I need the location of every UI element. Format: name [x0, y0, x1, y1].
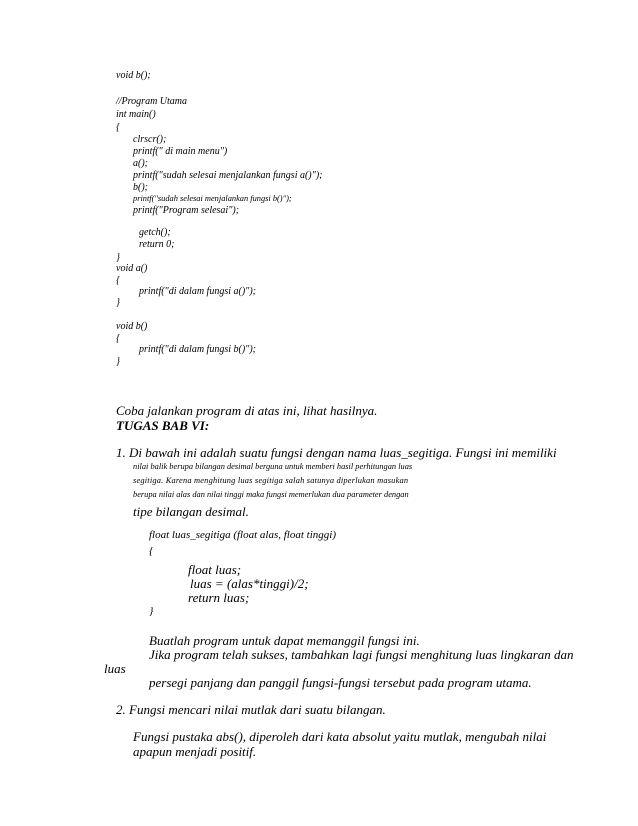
- code-brace-open: {: [116, 122, 120, 133]
- task1-instruction3: luas: [104, 661, 126, 676]
- task2-lead: 2. Fungsi mencari nilai mutlak dari suatu bilangan.: [116, 702, 386, 717]
- code-line-printf-b: printf("di dalam fungsi b()");: [139, 344, 257, 355]
- task1-desc-line1: nilai balik berupa bilangan desimal berguna untuk memberi hasil perhitungan luas: [133, 462, 413, 471]
- code-line-return: return 0;: [139, 239, 175, 250]
- code-line-call-b: b();: [133, 182, 148, 193]
- func-line-float-luas: float luas;: [188, 562, 242, 577]
- code-comment-program-utama: //Program Utama: [116, 96, 188, 107]
- task1-desc-line4: tipe bilangan desimal.: [133, 504, 249, 519]
- task1-instruction1: Buatlah program untuk dapat memanggil fungsi ini.: [149, 633, 420, 648]
- code-line-printf-selesai-b: printf("sudah selesai menjalankan fungsi b()");: [133, 194, 292, 203]
- code-line-void-b-proto: void b();: [116, 70, 151, 81]
- task1-lead: 1. Di bawah ini adalah suatu fungsi dengan nama luas_segitiga. Fungsi ini memiliki: [116, 445, 557, 460]
- code-brace-open-b: {: [116, 333, 120, 344]
- code-line-getch: getch();: [139, 227, 171, 238]
- task1-desc-line2: segitiga. Karena menghitung luas segitiga salah satunya diperlukan masukan: [133, 476, 409, 485]
- code-brace-close-a: }: [116, 297, 120, 308]
- task2-desc-line2: apapun menjadi positif.: [133, 744, 257, 759]
- task1-instruction4: persegi panjang dan panggil fungsi-fungsi tersebut pada program utama.: [149, 675, 532, 690]
- func-signature: float luas_segitiga (float alas, float tinggi): [149, 529, 337, 541]
- code-brace-open-a: {: [116, 275, 120, 286]
- func-line-return: return luas;: [188, 590, 250, 605]
- task2-desc-line1: Fungsi pustaka abs(), diperoleh dari kata absolut yaitu mutlak, mengubah nilai: [133, 729, 547, 744]
- code-line-printf-main-menu: printf(" di main menu"): [133, 146, 228, 157]
- code-line-printf-selesai-a: printf("sudah selesai menjalankan fungsi a()");: [133, 170, 323, 181]
- code-line-printf-program-selesai: printf("Program selesai");: [133, 205, 240, 216]
- code-line-call-a: a();: [133, 158, 148, 169]
- task-heading: TUGAS BAB VI:: [116, 418, 210, 433]
- code-line-void-a: void a(): [116, 263, 148, 274]
- func-line-calc: luas = (alas*tinggi)/2;: [190, 576, 309, 591]
- code-brace-close: }: [116, 252, 120, 263]
- code-line-void-b: void b(): [116, 321, 148, 332]
- code-line-clrscr: clrscr();: [133, 134, 167, 145]
- func-brace-close: }: [149, 605, 154, 617]
- func-brace-open: {: [149, 545, 154, 557]
- intro-text: Coba jalankan program di atas ini, lihat hasilnya.: [116, 403, 378, 418]
- task1-desc-line3: berupa nilai alas dan nilai tinggi maka fungsi memerlukan dua parameter dengan: [133, 490, 409, 499]
- task1-instruction2: Jika program telah sukses, tambahkan lagi fungsi menghitung luas lingkaran dan: [149, 647, 574, 662]
- code-line-int-main: int main(): [116, 109, 156, 120]
- code-brace-close-b: }: [116, 356, 120, 367]
- code-line-printf-a: printf("di dalam fungsi a()");: [139, 286, 257, 297]
